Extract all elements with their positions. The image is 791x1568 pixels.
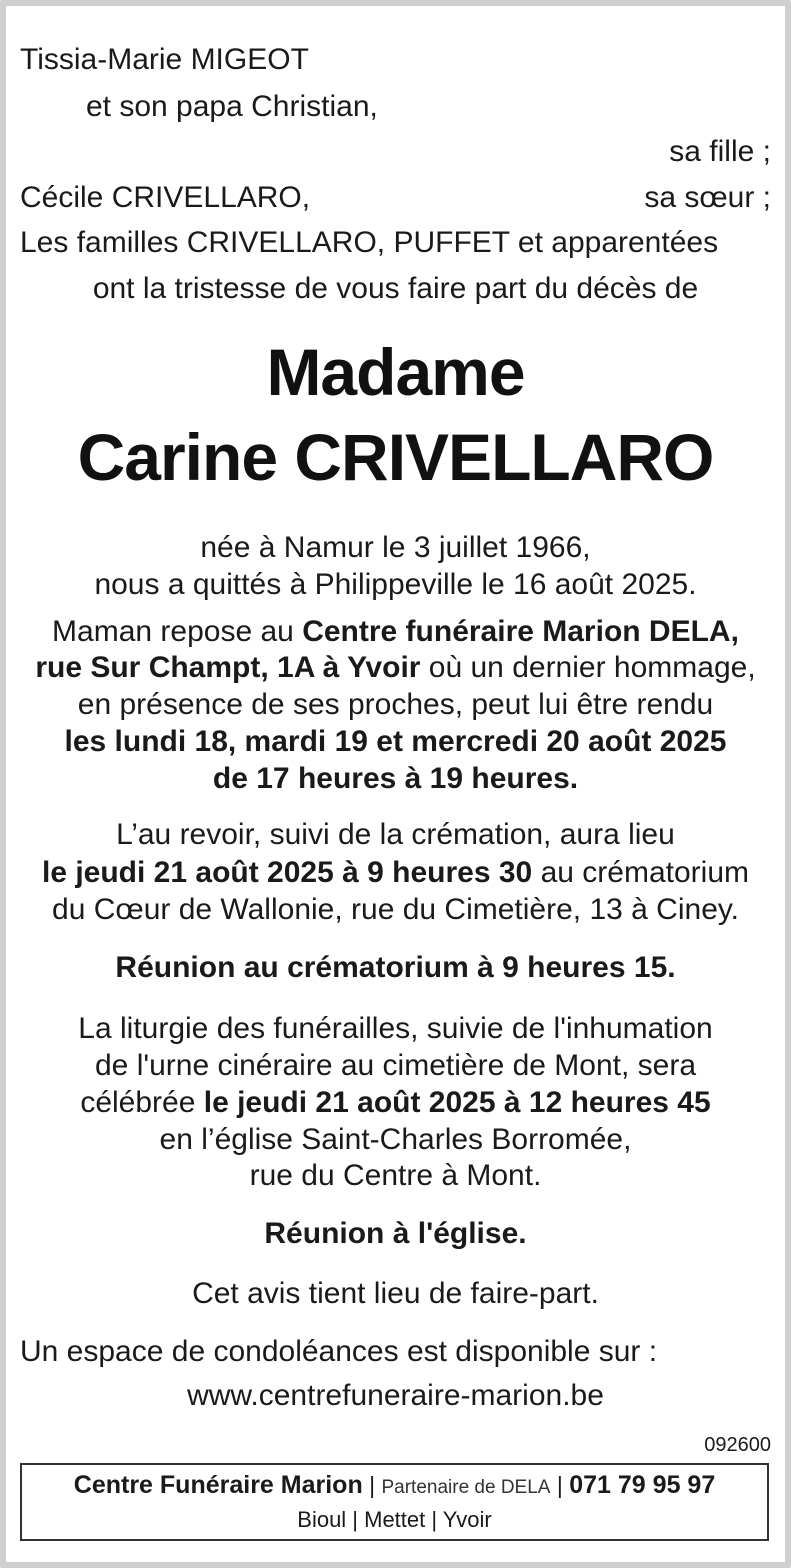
family-line-sister: Cécile CRIVELLARO, bbox=[20, 181, 311, 214]
viewing-presence: en présence de ses proches, peut lui être rendu bbox=[77, 688, 714, 721]
funeral-home-name: Centre Funéraire Marion bbox=[73, 1471, 363, 1499]
viewing-line-2 bbox=[0, 650, 791, 686]
liturgy-line-2: de l'urne cinéraire au cimetière de Mont, sera bbox=[94, 1049, 697, 1082]
footer-row-1 bbox=[22, 1469, 767, 1504]
phone-number[interactable]: 071 79 95 97 bbox=[569, 1471, 716, 1499]
liturgy-celebrated: célébrée bbox=[80, 1086, 204, 1119]
partner-text: Partenaire de DELA bbox=[381, 1477, 551, 1498]
viewing-dates: les lundi 18, mardi 19 et mercredi 20 août 2025 bbox=[64, 725, 727, 758]
condolences-website[interactable]: www.centrefuneraire-marion.be bbox=[187, 1379, 604, 1412]
liturgy-line-1: La liturgie des funérailles, suivie de l'inhumation bbox=[78, 1012, 713, 1045]
cremation-line-2 bbox=[0, 855, 791, 891]
funeral-home-box bbox=[20, 1463, 769, 1541]
footer-separator-1: | bbox=[362, 1472, 382, 1498]
liturgy-address: rue du Centre à Mont. bbox=[249, 1159, 542, 1192]
family-line-father: et son papa Christian, bbox=[86, 90, 378, 123]
death-line: nous a quittés à Philippeville le 16 août 2025. bbox=[94, 568, 697, 601]
condolences-text: Un espace de condoléances est disponible sur : bbox=[20, 1335, 658, 1368]
liturgy-line-3 bbox=[0, 1085, 791, 1121]
relation-daughter: sa fille ; bbox=[669, 135, 771, 168]
viewing-place: Centre funéraire Marion DELA, bbox=[302, 615, 739, 648]
cremation-place: du Cœur de Wallonie, rue du Cimetière, 13 à Ciney. bbox=[52, 893, 739, 926]
relation-sister: sa sœur ; bbox=[644, 181, 771, 214]
liturgy-church: en l’église Saint-Charles Borromée, bbox=[159, 1123, 632, 1156]
church-meeting: Réunion à l'église. bbox=[264, 1217, 527, 1250]
viewing-intro: Maman repose au bbox=[52, 615, 303, 648]
announcement-line: ont la tristesse de vous faire part du décès de bbox=[92, 272, 699, 305]
cremation-date-rest: au crématorium bbox=[532, 856, 749, 889]
cremation-meeting: Réunion au crématorium à 9 heures 15. bbox=[115, 951, 676, 984]
liturgy-date: le jeudi 21 août 2025 à 12 heures 45 bbox=[203, 1086, 711, 1119]
cremation-date: le jeudi 21 août 2025 à 9 heures 30 bbox=[41, 856, 533, 889]
viewing-address-rest: où un dernier hommage, bbox=[420, 651, 756, 684]
viewing-hours: de 17 heures à 19 heures. bbox=[212, 762, 579, 795]
family-line-daughter: Tissia-Marie MIGEOT bbox=[20, 43, 309, 76]
viewing-address: rue Sur Champt, 1A à Yvoir bbox=[35, 651, 421, 684]
reference-number: 092600 bbox=[704, 1434, 771, 1456]
family-line-families: Les familles CRIVELLARO, PUFFET et apparentées bbox=[20, 226, 719, 259]
birth-line: née à Namur le 3 juillet 1966, bbox=[200, 531, 591, 564]
notice-text: Cet avis tient lieu de faire-part. bbox=[192, 1277, 599, 1310]
viewing-line-1 bbox=[0, 614, 791, 650]
cremation-line-1: L’au revoir, suivi de la crémation, aura lieu bbox=[116, 818, 675, 851]
footer-separator-2: | bbox=[550, 1472, 570, 1498]
deceased-name: Carine CRIVELLARO bbox=[77, 420, 714, 494]
footer-locations: Bioul | Mettet | Yvoir bbox=[297, 1507, 492, 1532]
deceased-title: Madame bbox=[266, 335, 525, 409]
